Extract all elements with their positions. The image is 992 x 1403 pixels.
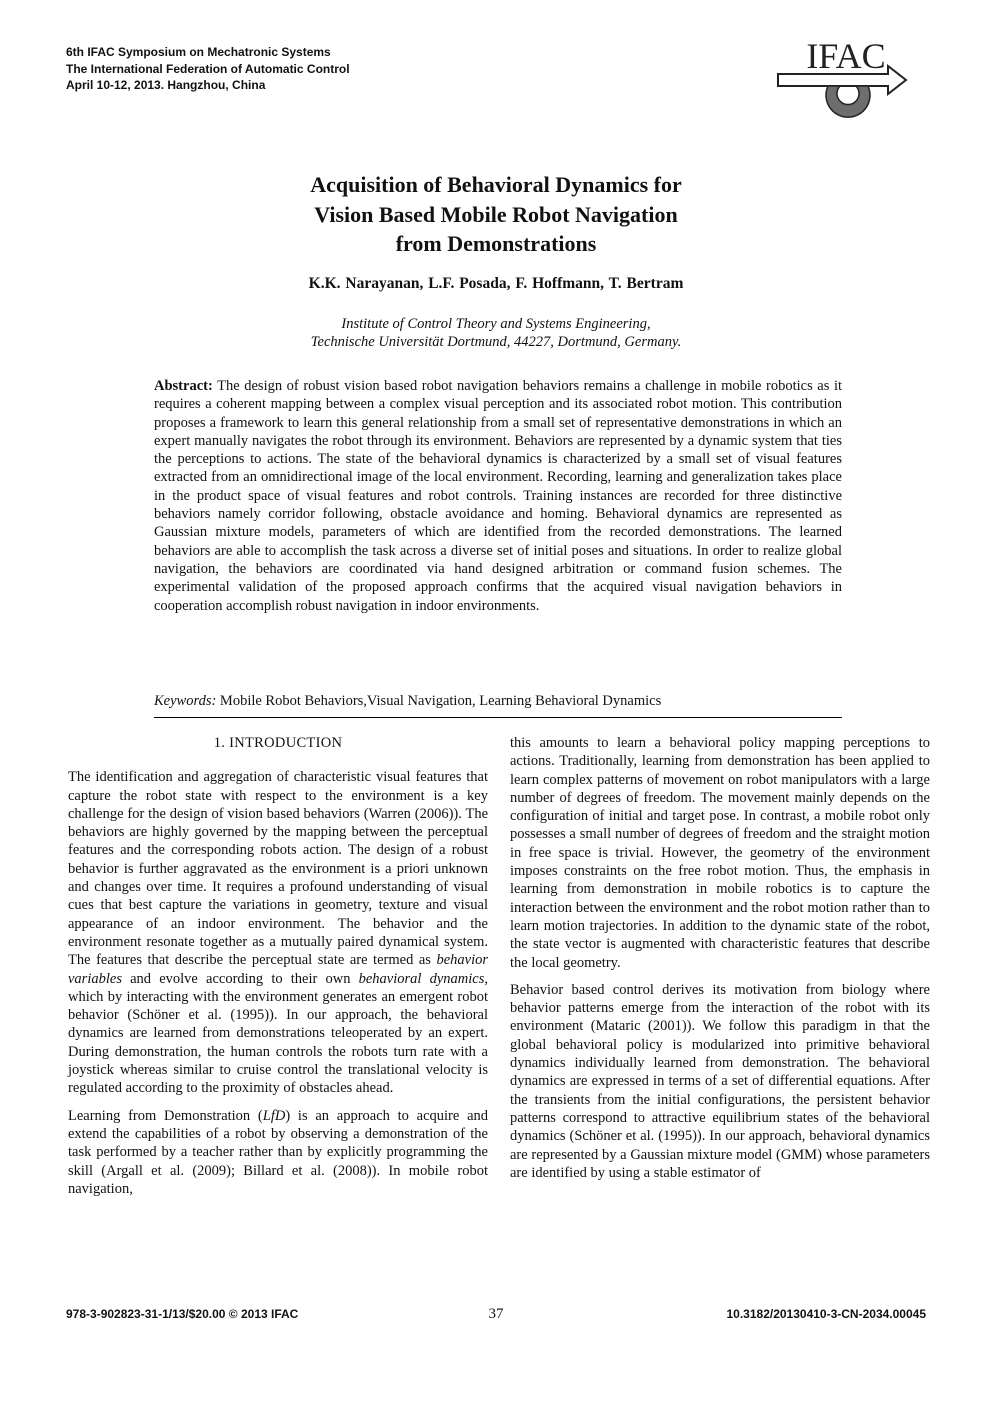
left-column (68, 734, 488, 1207)
intro-paragraph-2 (68, 1107, 488, 1198)
section-heading-introduction: 1. INTRODUCTION (213, 735, 343, 751)
affiliation-line-2: Technische Universität Dortmund, 44227, Dortmund, Germany. (310, 334, 682, 350)
title-line-2: Vision Based Mobile Robot Navigation (314, 201, 678, 227)
title-line-1: Acquisition of Behavioral Dynamics for (310, 172, 682, 197)
text-run: and evolve according to their own (121, 970, 359, 987)
section-divider (154, 717, 842, 718)
paper-title (146, 170, 846, 259)
abstract (154, 377, 842, 615)
affiliation (146, 315, 846, 351)
header-line-2: The International Federation of Automatic Control (66, 61, 350, 76)
ifac-logo (776, 36, 908, 128)
footer-isbn: 978-3-902823-31-1/13/$20.00 © 2013 IFAC (66, 1307, 299, 1321)
page-number: 37 (488, 1306, 504, 1322)
keywords (154, 693, 842, 710)
conference-header (66, 44, 666, 94)
ifac-logo-text: IFAC (806, 36, 886, 76)
keywords-label: Keywords: (154, 693, 217, 709)
emphasis-behavioral-dynamics: behavioral dynamics (358, 970, 485, 987)
header-line-3: April 10-12, 2013. Hangzhou, China (66, 78, 266, 92)
ifac-logo-ring (826, 86, 870, 117)
text-run: The identification and aggregation of characteristic visual features that capture the robot state with respect to the environment is a key challenge for the design of vision based behaviors (Warren (2006)). The behaviors are highly governed by the mapping between the perceptual features and the corresponding robots action. The design of a robust behavior is further aggravated as the environment is a priori unknown and changes over time. It requires a profound understanding of visual cues that best capture the variations in geometry, texture and visual appearance of an indoor environment. The behavior and the environment resonate together as a mutually paired dynamical system. The features that describe the perceptual state are termed as (68, 769, 488, 969)
intro-paragraph-3: this amounts to learn a behavioral policy mapping perceptions to actions. Traditionally, learning from demonstration has been applied to learn complex patterns of movement on robot manipulators with a large number of degrees of freedom. The movement mainly depends on the configuration of initial and target pose. In contrast, a mobile robot only possesses a small number of degrees of freedom and the straight motion in free space is trivial. However, the geometry of the environment imposes constraints on the free robot motion. Thus, the emphasis in learning from demonstration in mobile robotics is to capture the interaction between the environment and the robot motion rather than to learn motion trajectories. In addition to the dynamic state of the robot, the state vector is augmented with characteristic features that describe the local geometry. (510, 735, 930, 971)
abstract-label: Abstract: (154, 378, 213, 394)
emphasis-behavior-variables: behavior variables (68, 952, 488, 987)
intro-paragraph-4: Behavior based control derives its motivation from biology where behavior patterns emerge from the interaction of the robot with its environment (Mataric (2001)). We follow this paradigm in that the global behavioral policy is modularized into primitive behavioral dynamics individually learned from demonstration. The behavioral dynamics are expressed in terms of a set of differential equations. After the transients from the initial configurations, the persistent behavior patterns correspond to attractive equilibrium states of the behavioral dynamics (Schöner et al. (1995)). In our approach, behavioral dynamics are represented by a Gaussian mixture model (GMM) whose parameters are identified by using a stable estimator of (510, 981, 930, 1181)
header-line-1: 6th IFAC Symposium on Mechatronic Systems (66, 45, 331, 59)
keywords-text: Mobile Robot Behaviors,Visual Navigation, Learning Behavioral Dynamics (219, 693, 662, 709)
text-run: , which by interacting with the environment generates an emergent robot behavior (Schöner et al. (1995)). In our approach, the behavioral dynamics are learned from demonstrations teleoperated by an expert. During demonstration, the human controls the robots turn rate with a joystick whereas similar to cruise control the translational velocity is regulated according to the proximity of obstacles ahead. (68, 970, 488, 1097)
intro-paragraph-1 (68, 768, 488, 1097)
right-column (510, 734, 930, 1191)
text-run: ) is an approach to acquire and extend the capabilities of a robot by observing a demonstration of the task performed by a teacher rather than by explicitly programming the skill (Argall et al. (2009); Billard et al. (2008)). In mobile robot navigation, (68, 1107, 489, 1197)
emphasis-lfd: LfD (262, 1107, 286, 1124)
title-line-3: from Demonstrations (395, 231, 597, 256)
footer-doi: 10.3182/20130410-3-CN-2034.00045 (726, 1307, 926, 1321)
authors: K.K. Narayanan, L.F. Posada, F. Hoffmann, T. Bertram (308, 275, 684, 292)
affiliation-line-1: Institute of Control Theory and Systems Engineering, (341, 316, 651, 332)
abstract-text: The design of robust vision based robot navigation behaviors remains a challenge in mobile robotics as it requires a coherent mapping between a complex visual perception and its associated robot motion. This contribution proposes a framework to learn this general relationship from a small set of representative demonstrations in which an expert manually navigates the robot through its environment. Behaviors are represented by a dynamic system that ties the perceptions to actions. The state of the behavioral dynamics is characterized by a small set of visual features extracted from an omnidirectional image of the local environment. Recording, learning and generalization takes place in the product space of visual features and robot controls. Training instances are recorded for three distinctive behaviors namely corridor following, obstacle avoidance and homing. Behavioral dynamics are represented as Gaussian mixture models, parameters of which are identified from the recorded demonstrations. The learned behaviors are able to accomplish the task across a diverse set of initial poses and situations. In order to realize global navigation, the behaviors are coordinated via hand designed arbitration or command fusion schemes. The experimental validation of the proposed approach confirms that the acquired visual navigation behaviors in cooperation accomplish robust navigation in indoor environments. (154, 378, 842, 614)
text-run: Learning from Demonstration ( (68, 1107, 263, 1124)
